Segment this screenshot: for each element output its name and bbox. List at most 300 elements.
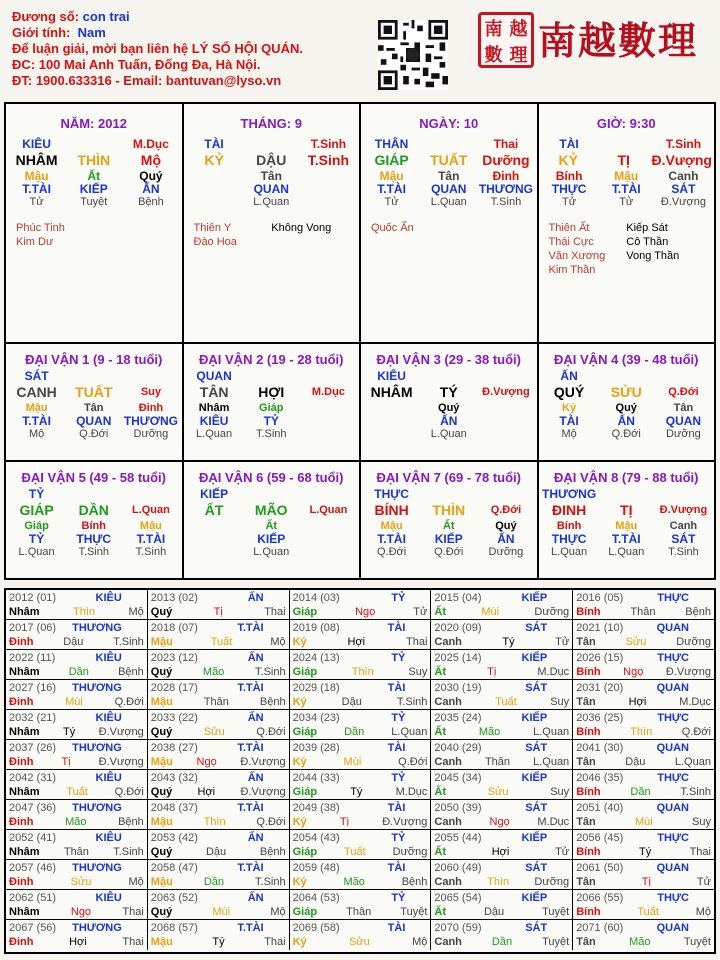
- empty-cell: [243, 370, 300, 383]
- annual-row: [6, 770, 714, 800]
- dai-van-god: KIẾP: [200, 487, 229, 501]
- ten-god-row-cell: THÂN: [374, 137, 409, 151]
- annual-cell[interactable]: [6, 770, 148, 799]
- dai-van-main-cell: TỊ: [620, 502, 633, 518]
- annual-year: 2060 (49): [434, 862, 482, 874]
- annual-god: SÁT: [525, 922, 548, 934]
- stem-branch-row-cell: NHÂM: [15, 152, 58, 168]
- annual-branch: Thìn: [351, 666, 374, 678]
- annual-line-1: [9, 831, 144, 845]
- annual-year: 2017 (06): [9, 622, 57, 634]
- annual-cell[interactable]: [290, 620, 432, 649]
- annual-cell[interactable]: [148, 890, 290, 919]
- annual-line-1: [434, 651, 569, 665]
- spirit-stars: [539, 221, 715, 277]
- annual-cell[interactable]: [148, 620, 290, 649]
- dai-van-hidden-cell: Bính: [556, 520, 582, 532]
- annual-cell[interactable]: [6, 590, 148, 619]
- annual-stage: Dưỡng: [676, 636, 711, 648]
- annual-stage: T.Sinh: [255, 666, 286, 678]
- annual-cell[interactable]: [431, 920, 573, 950]
- dai-van-stage: Q.Đới: [611, 428, 641, 440]
- hidden-god-row-cell: ẤN: [142, 182, 160, 196]
- dai-van-main-row: [8, 501, 180, 520]
- annual-god: KIẾP: [521, 652, 548, 664]
- annual-cell[interactable]: [6, 740, 148, 769]
- annual-stage: T.Sinh: [680, 786, 711, 798]
- hidden-stem-row-cell: [186, 170, 243, 183]
- dai-van-main-row: [186, 383, 358, 402]
- dai-van-stage-row: [186, 428, 358, 441]
- annual-branch: Dần: [203, 876, 224, 888]
- stem-branch-row: [363, 151, 535, 170]
- annual-god: ẤN: [247, 892, 264, 904]
- annual-cell[interactable]: [6, 710, 148, 739]
- annual-branch: Tý: [350, 786, 363, 798]
- dai-van-stage: T.Sinh: [255, 428, 287, 440]
- annual-branch: Dậu: [63, 636, 84, 648]
- annual-branch: Sửu: [70, 876, 92, 888]
- annual-stage: Mộ: [270, 906, 286, 918]
- dai-van-stage: L.Quan: [18, 546, 55, 558]
- empty-cell: [420, 370, 477, 383]
- annual-line-2: [293, 845, 428, 859]
- dai-van-hidden-cell: Quý: [615, 402, 637, 414]
- annual-cell[interactable]: [290, 680, 432, 709]
- annual-line-1: [434, 831, 569, 845]
- annual-stage: L.Quan: [391, 726, 428, 738]
- annual-cell[interactable]: [431, 770, 573, 799]
- empty-cell: [598, 370, 655, 383]
- annual-stage: Bệnh: [118, 816, 144, 828]
- dai-van-stage: Mộ: [28, 428, 45, 440]
- annual-stage: T.Sinh: [113, 636, 144, 648]
- annual-year: 2050 (39): [434, 802, 482, 814]
- annual-line-1: [9, 711, 144, 725]
- annual-cell[interactable]: [431, 800, 573, 829]
- dai-van-row-1: [6, 344, 714, 462]
- annual-branch: Tị: [61, 756, 71, 768]
- dai-van-hidden-cell: Mậu: [25, 402, 48, 414]
- annual-god: T.TÀI: [237, 622, 264, 634]
- annual-cell[interactable]: [148, 740, 290, 769]
- annual-year: 2037 (26): [9, 742, 57, 754]
- annual-line-2: [434, 875, 569, 889]
- annual-line-2: [151, 785, 286, 799]
- annual-cell[interactable]: [148, 920, 290, 950]
- dai-van-column[interactable]: [184, 344, 362, 460]
- dai-van-hidden-god: [477, 415, 534, 428]
- annual-year: 2018 (07): [150, 622, 198, 634]
- seal-char: 數: [484, 45, 503, 66]
- dai-van-stage-row: [8, 428, 180, 441]
- dai-van-column[interactable]: [184, 462, 362, 578]
- dai-van-column[interactable]: [361, 462, 539, 578]
- annual-cell[interactable]: [431, 740, 573, 769]
- annual-branch: Dậu: [205, 846, 227, 858]
- annual-branch: Mùi: [635, 816, 653, 828]
- annual-cell[interactable]: [6, 860, 148, 889]
- annual-cell[interactable]: [573, 800, 714, 829]
- annual-god: QUAN: [656, 862, 689, 874]
- annual-god: TÀI: [387, 802, 406, 814]
- annual-god: KIẾP: [521, 712, 548, 724]
- dai-van-hidden-cell: Quý: [438, 402, 460, 414]
- brand-title: 南越數理: [538, 18, 699, 63]
- annual-line-1: [151, 921, 286, 935]
- annual-year: 2039 (28): [292, 742, 340, 754]
- annual-year: 2030 (19): [434, 682, 482, 694]
- annual-god: SÁT: [525, 682, 548, 694]
- annual-line-1: [434, 621, 569, 635]
- life-stage-cell: [186, 196, 243, 209]
- dai-van-title: ĐẠI VẬN 2 (19 - 28 tuổi): [199, 352, 344, 367]
- annual-stage: Tử: [555, 846, 570, 858]
- annual-stem: Tân: [576, 696, 596, 708]
- annual-cell[interactable]: [573, 680, 714, 709]
- annual-line-1: [293, 861, 428, 875]
- annual-god: QUAN: [656, 802, 689, 814]
- empty-cell: [477, 488, 534, 501]
- hidden-stem-row-cell: Mậu: [24, 169, 49, 183]
- annual-god: THỰC: [657, 592, 689, 604]
- annual-stem: Quý: [150, 906, 173, 918]
- annual-cell[interactable]: [573, 590, 714, 619]
- annual-god: THỰC: [657, 832, 689, 844]
- annual-line-1: [9, 921, 144, 935]
- annual-cell[interactable]: [148, 800, 290, 829]
- annual-cell[interactable]: [6, 650, 148, 679]
- annual-cell[interactable]: [290, 590, 432, 619]
- annual-branch: Hợi: [347, 636, 366, 648]
- dai-van-main-row: [541, 501, 713, 520]
- dai-van-hidden-god: ẤN: [617, 414, 635, 428]
- annual-branch: Tý: [502, 636, 515, 648]
- annual-line-2: [293, 665, 428, 679]
- dai-van-hidden-god: T.TÀI: [136, 532, 166, 546]
- annual-line-1: [576, 891, 711, 905]
- annual-line-1: [151, 591, 286, 605]
- annual-cell[interactable]: [431, 710, 573, 739]
- annual-branch: Thìn: [203, 816, 226, 828]
- annual-god: QUAN: [656, 622, 689, 634]
- annual-cell[interactable]: [148, 650, 290, 679]
- dai-van-hidden-god: ẤN: [440, 414, 458, 428]
- annual-god: KIÊU: [95, 592, 122, 604]
- annual-line-1: [9, 651, 144, 665]
- dai-van-column[interactable]: [539, 344, 715, 460]
- hidden-stem-row-cell: Tân: [438, 169, 460, 183]
- annual-god: TÀI: [387, 622, 406, 634]
- dai-van-hidden-god: [300, 533, 357, 546]
- spirit-star: Kiếp Sát: [626, 222, 668, 234]
- annual-cell[interactable]: [290, 830, 432, 859]
- annual-line-2: [9, 815, 144, 829]
- annual-cell[interactable]: [290, 650, 432, 679]
- annual-line-1: [576, 831, 711, 845]
- annual-stem: Nhâm: [9, 606, 40, 618]
- dai-van-hidden-cell: Kỷ: [562, 402, 577, 414]
- annual-branch: Thìn: [73, 606, 96, 618]
- annual-cell[interactable]: [431, 620, 573, 649]
- annual-year: 2064 (53): [292, 892, 340, 904]
- annual-cell[interactable]: [431, 590, 573, 619]
- spirit-star: [626, 263, 704, 277]
- annual-cell[interactable]: [148, 830, 290, 859]
- annual-cell[interactable]: [431, 860, 573, 889]
- hidden-stem-row-cell: Mậu: [614, 169, 639, 183]
- annual-cell[interactable]: [431, 680, 573, 709]
- annual-line-1: [434, 711, 569, 725]
- dai-van-main-cell: NHÂM: [370, 384, 413, 400]
- spirit-star: Kim Dư: [16, 236, 54, 248]
- annual-cell[interactable]: [6, 890, 148, 919]
- annual-god: KIẾP: [521, 832, 548, 844]
- annual-god: KIÊU: [95, 832, 122, 844]
- annual-branch: Hợi: [628, 696, 647, 708]
- annual-cell[interactable]: [431, 830, 573, 859]
- annual-stem: Nhâm: [9, 786, 40, 798]
- annual-cell[interactable]: [573, 920, 714, 950]
- annual-line-2: [576, 605, 711, 619]
- spirit-star: Kim Thần: [548, 264, 596, 276]
- annual-line-2: [434, 665, 569, 679]
- annual-branch: Ngọ: [623, 666, 644, 678]
- dai-van-column[interactable]: [361, 344, 539, 460]
- dai-van-main-cell: ĐINH: [551, 502, 587, 518]
- annual-branch: Mùi: [343, 756, 362, 768]
- annual-stage: Q.Đới: [256, 726, 286, 738]
- annual-cell[interactable]: [148, 710, 290, 739]
- annual-stem: Bính: [576, 906, 601, 918]
- annual-line-2: [293, 725, 428, 739]
- annual-cell[interactable]: [6, 830, 148, 859]
- annual-cell[interactable]: [290, 770, 432, 799]
- annual-stage: Tử: [413, 606, 428, 618]
- annual-year: 2032 (21): [9, 712, 57, 724]
- annual-year: 2067 (56): [9, 922, 57, 934]
- dai-van-hidden-cell: [300, 402, 357, 415]
- annual-god: THƯƠNG: [72, 742, 122, 754]
- dai-van-main-cell: TÝ: [439, 384, 458, 400]
- stem-branch-row-cell: T.Sinh: [307, 152, 350, 168]
- spirit-star: Vong Thần: [626, 250, 680, 262]
- annual-stage: Tuyệt: [542, 906, 570, 918]
- annual-god: THƯƠNG: [72, 802, 122, 814]
- annual-line-2: [9, 785, 144, 799]
- annual-line-1: [576, 861, 711, 875]
- annual-stem: Kỷ: [292, 756, 307, 768]
- annual-stem: Bính: [576, 726, 601, 738]
- annual-line-2: [434, 815, 569, 829]
- annual-line-2: [576, 905, 711, 919]
- annual-god: QUAN: [656, 922, 689, 934]
- annual-stem: Mậu: [150, 876, 173, 888]
- annual-line-2: [434, 845, 569, 859]
- annual-line-2: [293, 905, 428, 919]
- annual-cell[interactable]: [148, 590, 290, 619]
- hidden-stem-row-cell: Quý: [139, 169, 163, 183]
- annual-cell[interactable]: [6, 680, 148, 709]
- annual-year: 2061 (50): [576, 862, 624, 874]
- dai-van-hidden-god-row: [363, 415, 535, 428]
- dai-van-stage-row: [541, 428, 713, 441]
- ten-god-row: [8, 138, 180, 151]
- annual-year: 2053 (42): [150, 832, 198, 844]
- annual-cell[interactable]: [573, 830, 714, 859]
- dai-van-hidden-cell: Đinh: [138, 402, 164, 414]
- annual-stem: Canh: [434, 696, 462, 708]
- annual-line-1: [151, 861, 286, 875]
- dai-van-hidden-cell: Giáp: [259, 402, 284, 414]
- annual-god: KIẾP: [521, 892, 548, 904]
- annual-line-1: [9, 591, 144, 605]
- annual-line-1: [434, 741, 569, 755]
- annual-stage: Mộ: [128, 876, 144, 888]
- dai-van-main-cell: TÂN: [199, 384, 229, 400]
- annual-stage: M.Dục: [537, 666, 570, 678]
- annual-stage: Q.Đới: [256, 816, 286, 828]
- annual-cell[interactable]: [6, 920, 148, 950]
- annual-cell[interactable]: [573, 740, 714, 769]
- annual-stem: Quý: [150, 786, 173, 798]
- dai-van-god-row: [541, 370, 713, 383]
- annual-god: THỰC: [657, 652, 689, 664]
- dai-van-title: ĐẠI VẬN 3 (29 - 38 tuổi): [376, 352, 521, 367]
- dai-van-hidden-cell: Ất: [265, 520, 278, 532]
- annual-branch: Tị: [213, 606, 223, 618]
- annual-cell[interactable]: [148, 770, 290, 799]
- dai-van-hidden-god: T.TÀI: [377, 532, 406, 546]
- annual-cell[interactable]: [573, 620, 714, 649]
- annual-line-2: [576, 665, 711, 679]
- annual-cell[interactable]: [431, 890, 573, 919]
- annual-cell[interactable]: [573, 890, 714, 919]
- annual-line-2: [151, 665, 286, 679]
- qr-code-icon[interactable]: [378, 20, 448, 90]
- annual-line-2: [9, 665, 144, 679]
- annual-cell[interactable]: [290, 800, 432, 829]
- annual-god: THỰC: [657, 772, 689, 784]
- dai-van-hidden-god: THỰC: [76, 532, 112, 546]
- annual-stem: Mậu: [150, 756, 173, 768]
- annual-line-2: [9, 725, 144, 739]
- dai-van-hidden-god-row: [363, 533, 535, 546]
- annual-stem: Tân: [576, 636, 596, 648]
- dai-van-hidden-god-row: [186, 533, 358, 546]
- spirit-star: Cô Thần: [626, 236, 669, 248]
- annual-cell[interactable]: [148, 860, 290, 889]
- brand-seal: [478, 12, 534, 68]
- dai-van-god-row: [363, 488, 535, 501]
- annual-cell[interactable]: [573, 710, 714, 739]
- annual-branch: Ngọ: [196, 756, 217, 768]
- annual-line-2: [9, 605, 144, 619]
- annual-cell[interactable]: [6, 800, 148, 829]
- annual-cell[interactable]: [573, 650, 714, 679]
- annual-cell[interactable]: [290, 860, 432, 889]
- owner-value: con trai: [82, 9, 130, 24]
- annual-year: 2049 (38): [292, 802, 340, 814]
- life-stage-cell: Tuyệt: [80, 196, 108, 208]
- dai-van-hidden-cell: Nhâm: [198, 402, 230, 414]
- annual-cell[interactable]: [290, 740, 432, 769]
- stem-branch-row-cell: THÌN: [77, 152, 111, 168]
- annual-line-2: [576, 785, 711, 799]
- annual-cell[interactable]: [573, 860, 714, 889]
- dai-van-column[interactable]: [6, 344, 184, 460]
- annual-year: 2041 (30): [576, 742, 624, 754]
- annual-cell[interactable]: [573, 770, 714, 799]
- annual-line-1: [434, 591, 569, 605]
- dai-van-column[interactable]: [539, 462, 715, 578]
- annual-branch: Dần: [491, 936, 513, 948]
- annual-god: ẤN: [247, 652, 264, 664]
- annual-stem: Quý: [150, 666, 173, 678]
- annual-line-1: [9, 621, 144, 635]
- annual-line-2: [9, 755, 144, 769]
- dai-van-column[interactable]: [6, 462, 184, 578]
- annual-line-2: [434, 695, 569, 709]
- annual-year: 2016 (05): [576, 592, 624, 604]
- annual-god: TÀI: [387, 862, 406, 874]
- annual-stem: Mậu: [150, 636, 173, 648]
- dai-van-hidden-god: KIÊU: [199, 414, 229, 428]
- annual-line-2: [151, 815, 286, 829]
- annual-cell[interactable]: [290, 710, 432, 739]
- annual-stem: Canh: [434, 816, 462, 828]
- annual-line-1: [576, 681, 711, 695]
- annual-year: 2066 (55): [576, 892, 624, 904]
- annual-line-2: [151, 635, 286, 649]
- dai-van-main-cell: M.Dục: [311, 386, 345, 398]
- pillar-title: THÁNG: 9: [240, 116, 302, 131]
- dai-van-main-cell: Đ.Vượng: [482, 386, 530, 398]
- annual-branch: Thìn: [630, 726, 653, 738]
- annual-god: KIÊU: [95, 892, 122, 904]
- annual-cell[interactable]: [290, 890, 432, 919]
- annual-cell[interactable]: [6, 620, 148, 649]
- annual-stage: L.Quan: [674, 756, 711, 768]
- annual-branch: Hợi: [491, 846, 510, 858]
- annual-line-1: [434, 681, 569, 695]
- dai-van-god-row: [186, 370, 358, 383]
- annual-god: SÁT: [525, 802, 548, 814]
- life-stage-cell: Bệnh: [138, 196, 164, 208]
- dai-van-stage: T.Sinh: [78, 546, 110, 558]
- annual-line-2: [293, 785, 428, 799]
- annual-cell[interactable]: [148, 680, 290, 709]
- annual-branch: Mùi: [481, 606, 500, 618]
- empty-cell: [598, 488, 655, 501]
- annual-branch: Thân: [346, 906, 372, 918]
- annual-branch: Tuất: [344, 846, 366, 858]
- annual-stem: Giáp: [292, 606, 318, 618]
- annual-year: 2062 (51): [9, 892, 57, 904]
- annual-stage: Mộ: [412, 936, 428, 948]
- dai-van-main-row: [186, 501, 358, 520]
- dai-van-stage: Dưỡng: [133, 428, 169, 440]
- annual-cell[interactable]: [431, 650, 573, 679]
- ten-god-row-cell: T.Sinh: [665, 137, 702, 151]
- annual-stage: Q.Đới: [398, 756, 428, 768]
- annual-cell[interactable]: [290, 920, 432, 950]
- dai-van-hidden-god-row: [541, 415, 713, 428]
- spirit-stars: [184, 221, 360, 249]
- dai-van-stage: Q.Đới: [434, 546, 464, 558]
- annual-stem: Kỷ: [292, 816, 307, 828]
- annual-stem: Ất: [434, 666, 446, 678]
